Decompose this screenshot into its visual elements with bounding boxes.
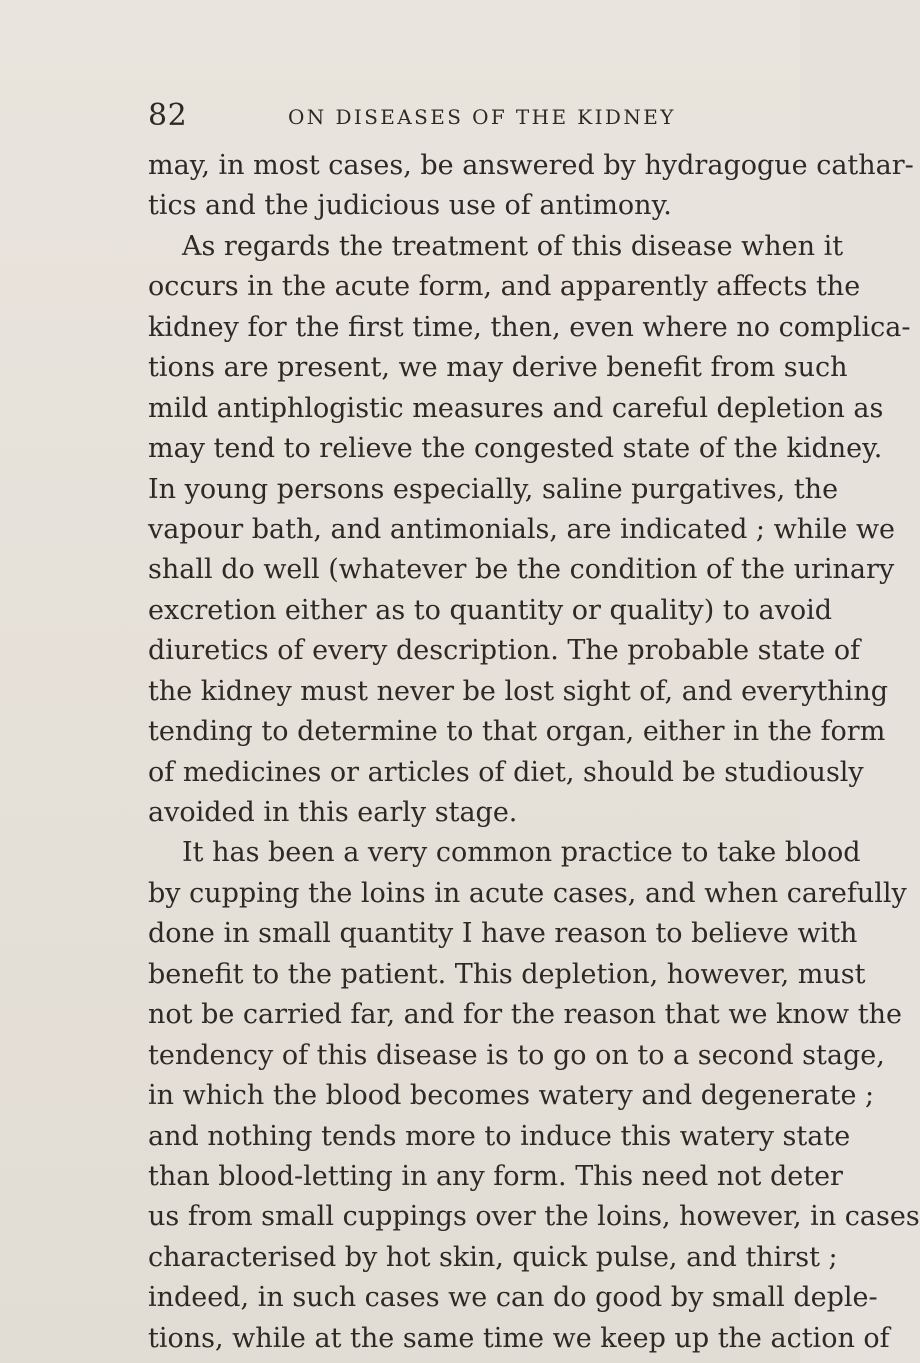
text-line: In young persons especially, saline purgatives, the [148, 473, 839, 505]
text-line: may tend to relieve the congested state of the kidney. [148, 433, 883, 465]
text-line: tending to determine to that organ, either in the form [148, 716, 886, 748]
text-line: than blood-letting in any form. This need not deter [148, 1160, 843, 1192]
text-line: done in small quantity I have reason to believe with [148, 918, 858, 950]
text-line: benefit to the patient. This depletion, however, must [148, 958, 866, 990]
text-line: avoided in this early stage. [148, 797, 518, 828]
running-head: ON DISEASES OF THE KIDNEY [288, 105, 676, 129]
text-line: by cupping the loins in acute cases, and when carefully [148, 877, 907, 909]
text-line: tions, while at the same time we keep up the action of [148, 1322, 890, 1354]
text-line: vapour bath, and antimonials, are indicated ; while we [148, 513, 896, 545]
text-line: shall do well (whatever be the condition of the urinary [148, 554, 895, 586]
text-line: tics and the judicious use of antimony. [148, 190, 672, 222]
body-text [148, 146, 920, 1359]
text-line: us from small cuppings over the loins, however, in cases [148, 1201, 920, 1233]
text-line: excretion either as to quantity or quality) to avoid [148, 594, 833, 626]
text-line: in which the blood becomes watery and degenerate ; [148, 1080, 875, 1112]
paragraph-first-line: It has been a very common practice to take blood [182, 837, 861, 869]
text-line: indeed, in such cases we can do good by small deple- [148, 1282, 878, 1314]
text-line: the kidney must never be lost sight of, and everything [148, 675, 888, 707]
paragraph-first-line: As regards the treatment of this disease when it [182, 230, 844, 262]
text-line: of medicines or articles of diet, should be studiously [148, 756, 864, 788]
text-line: occurs in the acute form, and apparently affects the [148, 271, 861, 303]
text-line: tions are present, we may derive benefit from such [148, 352, 848, 384]
text-line: kidney for the first time, then, even where no complica- [148, 311, 911, 343]
text-line: mild antiphlogistic measures and careful depletion as [148, 392, 884, 424]
text-line: and nothing tends more to induce this watery state [148, 1120, 851, 1152]
page-number: 82 [148, 98, 188, 133]
page-header [148, 98, 708, 138]
text-line: tendency of this disease is to go on to a second stage, [148, 1039, 885, 1071]
text-line: may, in most cases, be answered by hydragogue cathar- [148, 150, 914, 181]
text-line: not be carried far, and for the reason that we know the [148, 999, 902, 1031]
text-line: characterised by hot skin, quick pulse, and thirst ; [148, 1241, 838, 1273]
text-line: diuretics of every description. The probable state of [148, 635, 861, 667]
